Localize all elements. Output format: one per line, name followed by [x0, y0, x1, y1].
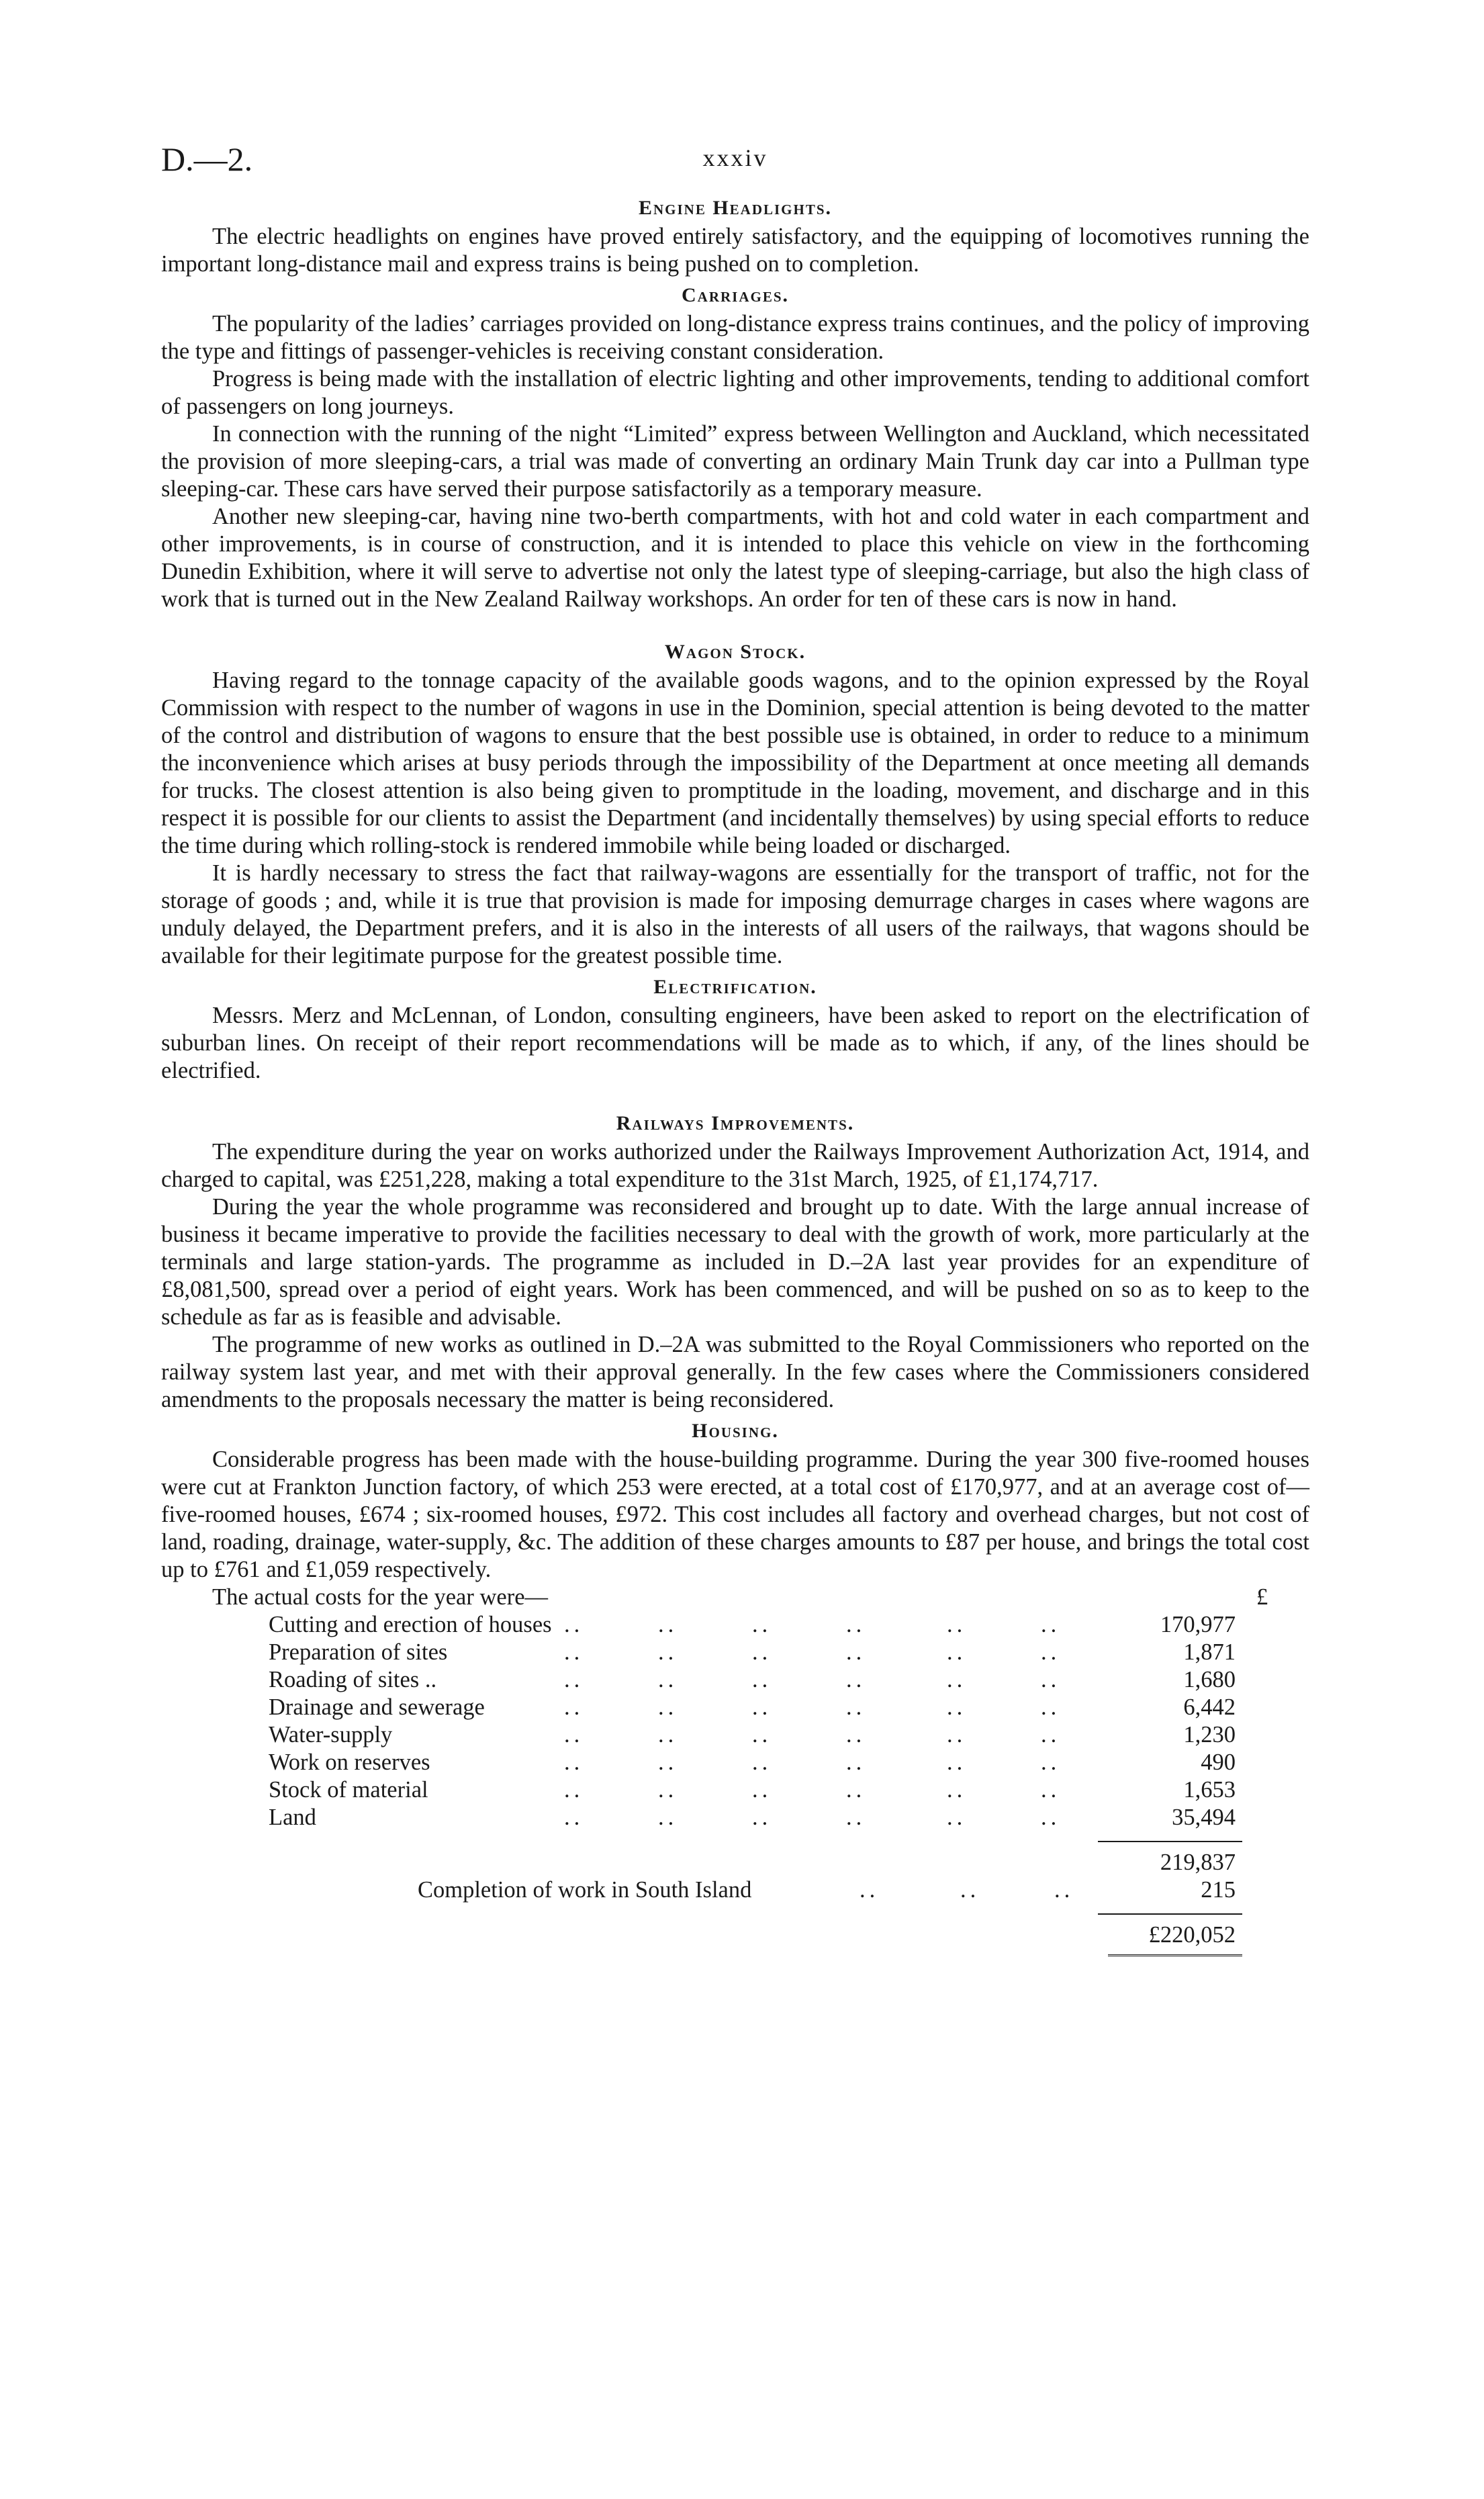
paragraph: During the year the whole programme was reconsidered and brought up to date. With the large annual increase of business it became imperative to provide the facilities necessary to deal with the growth of work, more particularly at the terminals and large station-yards. The programme as included in D.–2A last year provides for an expenditure of £8,081,500, spread over a period of eight years. Work has been commenced, and will be pushed on so as to keep to the schedule as far as is feasible and advisable. — [161, 1194, 1309, 1330]
paragraph: The popularity of the ladies’ carriages provided on long-distance express trains continues, and the policy of improving the type and fittings of passenger-vehicles is receiving constant consideration. — [161, 311, 1309, 364]
section-title-wagon-stock: Wagon Stock. — [664, 641, 806, 663]
section-title-railways-improvements: Railways Improvements. — [616, 1112, 855, 1134]
leader-dots: .. .. .. .. .. .. — [564, 1612, 1061, 1637]
currency-column-header: £ — [1256, 1584, 1268, 1610]
cost-row — [161, 1639, 1309, 1666]
section-title-carriages: Carriages. — [681, 284, 790, 306]
rule-row — [161, 1904, 1309, 1921]
leader-dots: .. .. .. .. .. .. — [564, 1777, 1061, 1803]
leader-dots: .. .. .. .. .. .. — [564, 1805, 1061, 1830]
cost-row — [161, 1666, 1309, 1694]
paragraph: Progress is being made with the installation of electric lighting and other improvements, tending to additional comfort of passengers on long journeys. — [161, 366, 1309, 419]
leader-dots: .. .. .. .. .. .. — [564, 1694, 1061, 1720]
leader-dots: .. .. .. .. .. .. — [564, 1639, 1061, 1665]
cost-rows — [161, 1611, 1309, 1831]
cost-row — [161, 1776, 1309, 1804]
cost-label: Preparation of sites — [269, 1639, 448, 1665]
cost-row — [161, 1804, 1309, 1831]
paragraph: In connection with the running of the night “Limited” express between Wellington and Auckland, which necessitated the provision of more sleeping-cars, a trial was made of converting an ordinary Main Trunk day car into a Pullman type sleeping-car. These cars have served their purpose satisfactorily as a temporary measure. — [161, 421, 1309, 502]
cost-amount: 1,680 — [1183, 1667, 1236, 1692]
paragraph: The expenditure during the year on works authorized under the Railways Improvement Authorization Act, 1914, and charged to capital, was £251,228, making a total expenditure to the 31st March, 1925, of £1,174,717. — [161, 1139, 1309, 1192]
leader-dots: .. .. .. .. .. .. — [564, 1667, 1061, 1692]
cost-row — [161, 1694, 1309, 1721]
costs-intro-row — [161, 1584, 1309, 1611]
rule-row — [161, 1831, 1309, 1849]
cost-amount: 35,494 — [1172, 1805, 1236, 1830]
cost-label: Drainage and sewerage — [269, 1694, 485, 1720]
paragraph: The electric headlights on engines have proved entirely satisfactory, and the equipping of locomotives running the important long-distance mail and express trains is being pushed on to completion. — [161, 224, 1309, 277]
cost-amount: 6,442 — [1183, 1694, 1236, 1720]
section-title-electrification: Electrification. — [653, 976, 817, 998]
grand-total-row — [161, 1921, 1309, 1949]
cost-label: Cutting and erection of houses — [269, 1612, 552, 1637]
cost-amount: 1,230 — [1183, 1722, 1236, 1747]
cost-label: Water-supply — [269, 1722, 393, 1747]
cost-amount: 490 — [1201, 1750, 1236, 1775]
subtotal-rule — [1098, 1841, 1242, 1842]
cost-amount: 170,977 — [1160, 1612, 1236, 1637]
page-body — [161, 193, 1309, 1962]
paragraph: Messrs. Merz and McLennan, of London, consulting engineers, have been asked to report on the electrification of suburban lines. On receipt of their report recommendations will be made as to which, if any, of the lines should be electrified. — [161, 1003, 1309, 1083]
paragraph: It is hardly necessary to stress the fact that railway-wagons are essentially for the transport of traffic, not for the storage of goods ; and, while it is true that provision is made for imposing demurrage charges in cases where wagons are unduly delayed, the Department prefers, and it is also in the interests of all users of the railways, that wagons should be available for their legitimate purpose for the greatest possible time. — [161, 860, 1309, 968]
leader-dots: .. .. .. .. .. .. — [564, 1750, 1061, 1775]
cost-amount: 1,653 — [1183, 1777, 1236, 1803]
cost-label: Stock of material — [269, 1777, 428, 1803]
costs-table — [161, 1584, 1309, 1962]
paragraph: Having regard to the tonnage capacity of the available goods wagons, and to the opinion expressed by the Royal Commission with respect to the number of wagons in use in the Dominion, special attention is being devoted to the matter of the control and distribution of wagons to ensure that the best possible use is obtained, in order to reduce to a minimum the inconvenience which arises at busy periods through the impossibility of the Department at once meeting all demands for trucks. The closest attention is also being given to promptitude in the loading, movement, and discharge and in this respect it is possible for our clients to assist the Department (and incidentally themselves) by using special efforts to reduce the time during which rolling-stock is rendered immobile while being loaded or discharged. — [161, 668, 1309, 858]
south-island-label: Completion of work in South Island — [418, 1877, 752, 1903]
document-code: D.—2. — [161, 140, 253, 178]
section-title-housing: Housing. — [692, 1420, 779, 1442]
costs-intro: The actual costs for the year were— — [212, 1584, 549, 1610]
south-island-amount: 215 — [1201, 1877, 1236, 1903]
paragraph: Another new sleeping-car, having nine two-berth compartments, with hot and cold water in each compartment and other improvements, is in course of construction, and it is intended to place this vehicle on view in the forthcoming Dunedin Exhibition, where it will serve to advertise not only the latest type of sleeping-carriage, but also the high class of work that is turned out in the New Zealand Railway workshops. An order for ten of these cars is now in hand. — [161, 504, 1309, 612]
paragraph: The programme of new works as outlined in D.–2A was submitted to the Royal Commissioners who reported on the railway system last year, and met with their approval generally. In the few cases where the Commissioners considered amendments to the proposals necessary the matter is being reconsidered. — [161, 1332, 1309, 1412]
grand-total-double-rule — [1108, 1954, 1242, 1959]
cost-label: Roading of sites .. — [269, 1667, 437, 1692]
cost-amount: 1,871 — [1183, 1639, 1236, 1665]
grand-total-amount: £220,052 — [1148, 1922, 1236, 1948]
cost-row — [161, 1611, 1309, 1639]
page-header — [161, 140, 1309, 180]
paragraph: Considerable progress has been made with the house-building programme. During the year 300 five-roomed houses were cut at Frankton Junction factory, of which 253 were erected, at a total cost of £170,977, and at an average cost of—five-roomed houses, £674 ; six-roomed houses, £972. This cost includes all factory and overhead charges, but not cost of land, roading, drainage, water-supply, &c. The addition of these charges amounts to £87 per house, and brings the total cost up to £761 and £1,059 respectively. — [161, 1447, 1309, 1582]
total-rule — [1098, 1913, 1242, 1915]
cost-row — [161, 1721, 1309, 1749]
cost-row — [161, 1749, 1309, 1776]
leader-dots: .. .. .. .. .. .. — [564, 1722, 1061, 1747]
cost-label: Land — [269, 1805, 316, 1830]
rule-row — [161, 1949, 1309, 1962]
cost-label: Work on reserves — [269, 1750, 430, 1775]
subtotal-row — [161, 1849, 1309, 1876]
leader-dots: .. .. .. — [860, 1877, 1074, 1903]
section-title-engine-headlights: Engine Headlights. — [638, 197, 833, 219]
subtotal-amount: 219,837 — [1160, 1850, 1236, 1875]
page-number: xxxiv — [702, 144, 768, 171]
south-island-row — [161, 1876, 1309, 1904]
